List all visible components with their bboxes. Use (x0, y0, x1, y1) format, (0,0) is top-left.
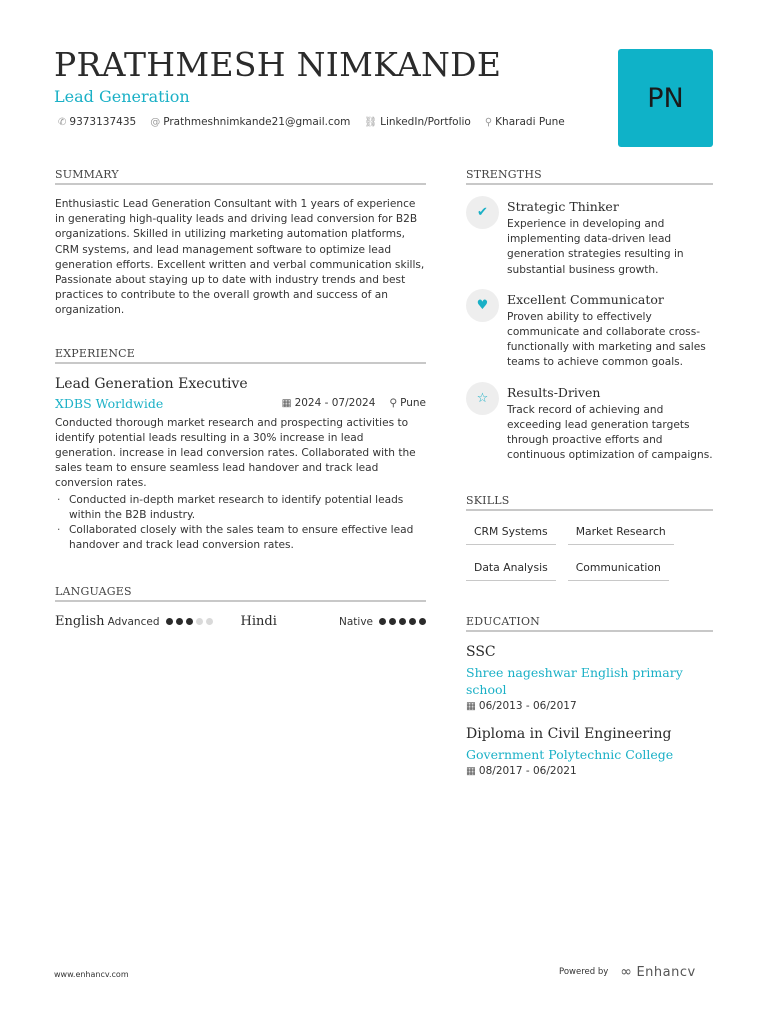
experience-section (55, 347, 426, 554)
language-item (241, 614, 427, 629)
strength-title: Strategic Thinker (507, 199, 619, 214)
job-bullet: · Collaborated closely with the sales team to ensure effective lead handover and track lead conversion rates. (55, 523, 426, 553)
job-dates-text: 2024 - 07/2024 (294, 397, 376, 410)
strength-title: Results-Driven (507, 384, 601, 400)
phone-icon: ✆ (58, 116, 67, 128)
brand-name: Enhancv (636, 964, 696, 980)
rating-dot-filled (379, 618, 386, 625)
contact-link-text: LinkedIn/Portfolio (380, 116, 471, 128)
contact-link[interactable] (364, 116, 470, 128)
location-icon: ⚲ (484, 116, 493, 128)
job-bullet: · Conducted in-depth market research to identify potential leads within the B2B industry. (55, 493, 426, 523)
right-column (466, 168, 713, 777)
rating-dot-filled (399, 618, 406, 625)
powered-by-label: Powered by (559, 967, 609, 977)
section-title-strengths: STRENGTHS (466, 168, 713, 185)
skill-list (466, 521, 713, 581)
rating-dot-empty (196, 618, 203, 625)
skill-tag: CRM Systems (466, 521, 556, 545)
heart-icon: ♥ (466, 289, 499, 322)
language-level: Advanced (107, 615, 160, 628)
education-dates (466, 765, 713, 777)
language-name: Hindi (240, 614, 277, 630)
education-section (466, 615, 713, 777)
education-dates-text: 08/2017 - 06/2021 (478, 765, 577, 778)
education-school: Government Polytechnic College (466, 747, 674, 763)
education-degree: SSC (466, 644, 496, 661)
location-icon: ⚲ (389, 397, 398, 410)
language-level: Native (339, 615, 373, 628)
brand-logo[interactable] (620, 964, 695, 980)
contact-location-text: Kharadi Pune (495, 116, 565, 128)
contact-phone-text: 9373137435 (69, 116, 137, 128)
job-entry (55, 376, 426, 554)
job-location (389, 397, 426, 409)
job-location-text: Pune (400, 397, 426, 410)
job-title: Lead Generation Executive (55, 375, 248, 392)
link-icon: ⛓ (364, 116, 378, 128)
footer-branding (559, 964, 696, 980)
rating-dot-filled (419, 618, 426, 625)
strength-item (466, 385, 713, 464)
summary-section (55, 168, 426, 319)
education-school: Shree nageshwar English primary school (466, 665, 683, 698)
rating-dot-filled (166, 618, 173, 625)
strength-description: Track record of achieving and exceeding lead generation targets through proactive efforts and continuous optimization of campaigns. (507, 403, 713, 462)
check-icon: ✔ (466, 196, 499, 229)
contact-bar (58, 116, 614, 128)
company-name: XDBS Worldwide (55, 395, 164, 411)
strength-description: Experience in developing and implementing data-driven lead generation strategies resulting in substantial business growth. (507, 218, 684, 276)
summary-text: Enthusiastic Lead Generation Consultant with 1 years of experience in generating high-quality leads and driving lead conversion for B2B organizations. Skilled in utilizing marketing automation platforms, CRM systems, and lead management software to optimize lead generation efforts. Excellent written and verbal communication skills, Passionate about staying up to date with industry trends and best practices to contribute to the overall growth and success of an organization. (55, 198, 425, 317)
strength-description: Proven ability to effectively communicate and collaborate cross-functionally with marketing and sales teams to achieve common goals. (507, 310, 706, 369)
skill-tag: Data Analysis (466, 557, 556, 581)
job-meta-row (55, 396, 426, 411)
education-dates-text: 06/2013 - 06/2017 (478, 700, 577, 713)
section-title-experience: EXPERIENCE (55, 347, 426, 364)
job-description: Conducted thorough market research and prospecting activities to identify potential leads resulting in a 30% increase in lead generation. increase in lead conversion rates. Collaborated with the sales team to ensure seamless lead handover and track lead conversion rates. (55, 416, 416, 490)
contact-phone[interactable] (58, 116, 136, 128)
education-dates (466, 700, 713, 712)
education-degree: Diploma in Civil Engineering (466, 726, 672, 743)
skills-section (466, 494, 713, 581)
education-item (466, 726, 713, 777)
avatar: PN (618, 49, 713, 147)
left-column (55, 168, 426, 629)
language-item (55, 614, 241, 629)
contact-email[interactable] (150, 116, 350, 128)
resume-header (54, 44, 614, 128)
skill-tag: Market Research (568, 521, 674, 545)
candidate-role: Lead Generation (54, 87, 190, 106)
section-title-summary: SUMMARY (55, 168, 426, 185)
section-title-skills: SKILLS (466, 494, 713, 511)
calendar-icon: ▦ (466, 765, 476, 778)
language-rating (379, 618, 426, 625)
rating-dot-filled (186, 618, 193, 625)
enhancv-logo-icon: ∞ (620, 964, 633, 980)
skill-tag: Communication (568, 557, 669, 581)
star-icon: ☆ (466, 382, 499, 415)
at-icon: @ (150, 116, 161, 128)
rating-dot-empty (206, 618, 213, 625)
job-bullets (55, 493, 426, 554)
contact-email-text: Prathmeshnimkande21@gmail.com (163, 116, 351, 128)
contact-location (485, 116, 565, 128)
strength-item (466, 292, 713, 371)
section-title-education: EDUCATION (466, 615, 713, 632)
job-dates (282, 397, 376, 409)
calendar-icon: ▦ (466, 700, 476, 713)
strength-item (466, 199, 713, 278)
candidate-name: PRATHMESH NIMKANDE (54, 45, 502, 84)
job-meta (282, 397, 426, 409)
strengths-section (466, 168, 713, 463)
language-rating (166, 618, 213, 625)
rating-dot-filled (389, 618, 396, 625)
language-name: English (55, 614, 105, 630)
footer-website[interactable]: www.enhancv.com (54, 970, 129, 979)
rating-dot-filled (409, 618, 416, 625)
rating-dot-filled (176, 618, 183, 625)
education-item (466, 644, 713, 712)
calendar-icon: ▦ (281, 397, 292, 410)
languages-section (55, 585, 426, 629)
strength-title: Excellent Communicator (507, 291, 664, 307)
languages-row (55, 614, 426, 629)
section-title-languages: LANGUAGES (55, 585, 426, 602)
